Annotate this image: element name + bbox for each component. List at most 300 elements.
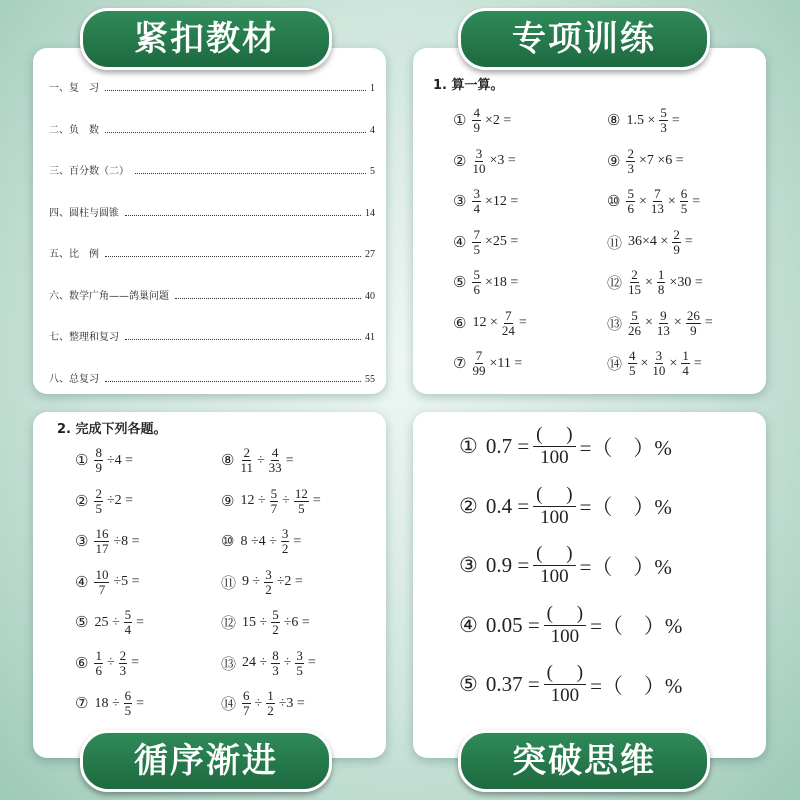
fraction [269,446,282,475]
toc-page-number: 41 [365,332,375,343]
problem-number: ③ [453,194,467,210]
division-problem [75,527,142,556]
expression-text: ÷6 = [283,614,310,630]
denominator: 6 [473,282,480,297]
expression-text: ÷5 = [113,574,140,589]
section-title: 2. 完成下列各题。 [57,422,167,437]
numerator: 1 [267,688,274,703]
problem-number: ⑩ [607,194,621,210]
division-problem [221,689,307,718]
numerator: 5 [627,186,634,201]
numerator: 7 [475,348,483,363]
problem-number: ④ [453,234,467,251]
numerator: 1 [682,348,689,363]
multiplication-problem [453,349,524,378]
percent-conversion-problem [459,662,684,707]
toc-page-number: 4 [370,124,375,136]
multiplication-problem [607,309,715,338]
denominator: 5 [680,201,688,216]
denominator: 9 [673,241,680,257]
expression-text: = [131,655,140,670]
division-problem [221,608,312,637]
expression-text: 9 ÷ [242,574,261,589]
expression-text: = [293,533,302,549]
expression-text: =（ ）% [579,495,672,519]
toc-leader-dots [125,215,361,216]
toc-title: 二、负 数 [49,124,99,136]
numerator: 12 [294,485,308,501]
numerator: 5 [124,607,132,622]
expression-text: × [669,355,678,371]
expression-text: = [136,614,145,630]
problem-number: ⑥ [75,655,89,672]
expression-text: =（ ）% [590,673,683,698]
fraction [242,689,251,718]
toc-leader-dots [175,298,361,299]
percent-conversion-problem [459,484,674,529]
fraction [270,487,279,516]
problem-number: ⑫ [607,276,623,292]
denominator: 9 [95,460,102,475]
expression-text: × [645,315,653,330]
badge-textbook: 紧扣教材 [80,8,332,70]
denominator: 13 [650,201,664,216]
expression-text: ×11 = [489,355,523,371]
multiplication-problem [607,147,686,176]
fraction [533,543,575,588]
fraction [672,228,681,257]
denominator: 99 [472,363,486,378]
expression-text: = [285,452,294,468]
toc-page-number: 5 [370,166,375,177]
denominator: 4 [682,363,689,378]
expression-text: ×2 = [484,112,512,128]
numerator: 6 [124,688,132,703]
problem-number: ② [75,493,89,510]
expression-text: × [667,193,676,209]
division-problem [75,446,135,475]
numerator: 7 [473,226,480,242]
numerator: 2 [673,226,680,242]
expression-text: 25 ÷ [94,614,120,630]
fraction [628,268,641,297]
expression-text: 12 ÷ [240,493,266,508]
fraction [266,689,275,718]
fraction [94,527,109,556]
numerator: 5 [473,267,480,282]
numerator: ( ) [544,603,586,626]
denominator: 17 [95,541,109,556]
denominator: 33 [268,460,282,475]
toc-row [49,120,375,136]
numerator: 3 [655,348,663,363]
fraction [680,187,689,216]
expression-text: 0.9 = [485,553,530,577]
multiplication-problem [453,187,520,216]
problem-number: ④ [459,612,478,637]
toc-page-number: 55 [365,373,375,385]
problem-number: ⑥ [453,315,467,332]
expression-text: ×18 = [484,274,519,290]
numerator: 8 [95,445,102,460]
multiplication-problem [607,268,705,297]
denominator: 8 [657,282,665,297]
problem-number: ⑧ [607,113,621,129]
problem-number: ① [459,434,478,458]
toc-page-number: 27 [365,249,375,260]
toc-row [49,203,375,219]
problem-number: ② [453,153,467,170]
toc-row [49,369,375,385]
denominator: 6 [627,201,634,216]
fraction [294,487,309,516]
division-problem [75,568,142,597]
expression-text: ×7 ×6 = [638,153,684,168]
multiplication-problem [607,187,702,216]
numerator: 4 [629,348,636,363]
expression-text: ÷ [282,493,290,508]
numerator: 5 [631,307,638,323]
division-problem [221,446,296,475]
numerator: 3 [265,566,272,582]
fraction [652,349,665,378]
division-problem [75,689,146,718]
expression-text: ÷ [254,695,263,711]
toc-leader-dots [135,173,366,174]
toc-title: 四、圆柱与圆锥 [49,207,119,219]
problem-number: ⑤ [453,275,467,291]
fraction [94,446,103,475]
expression-text: 0.4 = [485,493,530,518]
problem-number: ⑦ [453,356,467,372]
expression-text: = [518,315,527,330]
problem-number: ⑦ [75,696,89,712]
numerator: 1 [657,267,665,282]
section-title: 1. 算一算。 [433,78,504,93]
multiplication-problem [607,106,682,135]
division-problem [75,649,141,678]
percent-conversion-problem [459,543,674,588]
fraction [657,268,666,297]
denominator: 15 [628,282,642,297]
numerator: 5 [660,105,667,120]
numerator: 3 [296,647,303,663]
fraction [240,446,253,475]
multiplication-problem [453,268,520,297]
denominator: 10 [652,363,666,378]
multiplication-problem [607,349,704,378]
denominator: 13 [656,322,670,338]
fraction [281,527,290,556]
numerator: ( ) [533,424,575,447]
problem-number: ③ [75,534,89,550]
badge-training: 专项训练 [458,8,710,70]
percent-conversion-problem [459,603,684,648]
problem-number: ⑫ [221,616,237,632]
denominator: 9 [473,120,480,135]
fraction [544,662,586,707]
expression-text: ÷3 = [278,695,305,711]
denominator: 100 [550,625,580,647]
denominator: 5 [473,241,480,257]
problem-number: ① [453,113,467,129]
denominator: 3 [627,160,634,176]
expression-text: = [312,493,321,508]
division-problem [75,608,146,637]
numerator: 3 [473,186,480,201]
toc-row [49,161,375,177]
denominator: 100 [540,566,569,587]
fraction [686,309,701,338]
toc-title: 一、复 习 [49,83,99,94]
fraction [271,608,280,637]
denominator: 26 [628,322,642,338]
problem-number: ⑪ [607,235,623,252]
division-problem [221,568,305,597]
expression-text: × [638,193,647,209]
problem-number: ⑧ [221,453,235,469]
expression-text: 0.7 = [485,434,530,458]
expression-text: = [136,695,145,711]
numerator: 7 [654,186,661,201]
problem-number: ⑪ [221,575,237,592]
problem-number: ⑨ [607,153,621,170]
problem-number: ⑤ [459,672,478,696]
denominator: 100 [540,447,569,468]
numerator: 4 [473,105,480,120]
toc-leader-dots [125,339,361,340]
denominator: 11 [240,460,253,475]
expression-text: 15 ÷ [242,614,268,630]
multiplication-problem [607,228,695,257]
expression-text: ÷8 = [113,533,140,549]
numerator: 2 [631,267,638,282]
toc-title: 六、数学广角——鸽巢问题 [49,290,169,302]
denominator: 3 [272,662,279,678]
fraction [657,309,670,338]
denominator: 4 [473,201,480,216]
numerator: 2 [119,647,127,663]
expression-text: 0.05 = [485,612,540,637]
expression-text: 36×4 × [628,234,669,249]
fraction [502,309,515,338]
fraction [681,349,690,378]
numerator: 4 [271,445,279,460]
expression-text: =（ ）% [579,435,672,460]
problem-number: ⑤ [75,615,89,631]
fraction [124,689,133,718]
denominator: 5 [298,500,305,516]
division-problem [221,487,323,516]
problem-number: ⑨ [221,493,235,510]
expression-text: ÷ [256,452,265,468]
fraction [94,568,109,597]
fraction [295,649,304,678]
fraction [124,608,133,637]
badge-breakthrough: 突破思维 [458,730,710,792]
numerator: 8 [272,647,279,663]
numerator: 2 [627,145,634,161]
fraction [472,147,485,176]
expression-text: 8 ÷4 ÷ [240,533,277,549]
multiplication-problem [453,309,529,338]
fraction [472,106,481,135]
toc-leader-dots [105,256,361,257]
expression-text: 18 ÷ [94,695,120,711]
denominator: 5 [95,500,102,516]
expression-text: = [692,193,701,209]
problem-number: ⑩ [221,534,235,550]
fraction [626,147,635,176]
percent-exercise-card [413,412,766,758]
fraction [472,228,481,257]
toc-title: 八、总复习 [49,373,99,385]
fraction [264,568,273,597]
toc-row [49,244,375,260]
problem-number: ⑭ [221,697,237,713]
expression-text: = [307,655,316,670]
expression-text: × [645,274,653,290]
denominator: 2 [272,622,279,637]
numerator: 2 [243,445,250,460]
badge-progressive: 循序渐进 [80,730,332,792]
multiplication-problem [453,228,520,257]
numerator: ( ) [533,484,575,507]
percent-conversion-problem [459,424,674,469]
expression-text: ×30 = [669,274,703,290]
problem-number: ② [459,493,478,518]
denominator: 100 [550,685,580,706]
numerator: 6 [243,688,250,703]
denominator: 10 [472,160,486,176]
denominator: 24 [501,322,515,338]
multiplication-problem [453,147,518,176]
division-problem [221,649,318,678]
expression-text: × [673,315,682,330]
expression-text: 0.37 = [485,672,540,696]
problem-number: ⑬ [607,316,623,333]
fraction [94,649,103,678]
expression-text: 12 × [472,315,498,330]
fraction [651,187,664,216]
table-of-contents-card [33,48,386,394]
toc-title: 七、整理和复习 [49,332,119,343]
denominator: 2 [281,541,289,556]
toc-row [49,78,375,94]
expression-text: =（ ）% [579,554,672,579]
problem-number: ④ [75,574,89,591]
expression-text: = [684,234,693,249]
numerator: 10 [95,566,109,582]
fraction [94,487,103,516]
numerator: 5 [270,485,278,501]
expression-text: ×25 = [484,234,519,249]
denominator: 5 [629,363,636,378]
denominator: 2 [267,703,274,718]
toc-leader-dots [105,381,361,382]
fraction [544,603,586,648]
fraction [628,349,637,378]
denominator: 5 [296,662,303,678]
division-exercise-card [33,412,386,758]
numerator: 9 [660,307,667,323]
expression-text: ÷2 = [276,574,303,589]
expression-text: = [704,315,713,330]
denominator: 7 [98,581,106,597]
expression-text: 1.5 × [626,112,656,128]
denominator: 3 [660,120,667,135]
toc-page-number: 14 [365,207,375,219]
numerator: 6 [680,186,688,201]
expression-text: ×12 = [484,193,519,209]
numerator: ( ) [544,662,586,685]
division-problem [75,487,135,516]
fraction [533,484,575,529]
expression-text: ×3 = [489,153,516,168]
numerator: 7 [505,307,512,323]
expression-text: × [640,355,649,371]
fraction [472,187,481,216]
fraction [472,268,481,297]
denominator: 7 [243,703,250,718]
expression-text: ÷ [283,655,292,670]
denominator: 3 [119,662,127,678]
toc-title: 三、百分数（二） [49,166,129,177]
toc-leader-dots [105,132,366,133]
expression-text: 24 ÷ [242,655,268,670]
toc-page-number: 1 [370,83,375,94]
denominator: 9 [690,322,697,338]
denominator: 5 [124,703,132,718]
numerator: 5 [272,607,279,622]
toc-page-number: 40 [365,290,375,302]
problem-number: ⑬ [221,656,237,673]
toc-row [49,286,375,302]
fraction [628,309,641,338]
denominator: 6 [95,662,102,678]
fraction [626,187,635,216]
expression-text: = [693,355,702,371]
multiplication-exercise-card [413,48,766,394]
denominator: 7 [270,500,278,516]
denominator: 100 [540,506,569,528]
denominator: 4 [124,622,132,637]
numerator: 2 [95,485,102,501]
expression-text: ÷4 = [106,452,134,468]
multiplication-problem [453,106,513,135]
division-problem [221,527,303,556]
numerator: 3 [475,145,483,161]
fraction [472,349,485,378]
problem-number: ① [75,453,89,469]
numerator: 26 [686,307,700,323]
numerator: 16 [95,526,109,541]
fraction [271,649,280,678]
numerator: ( ) [533,543,575,566]
expression-text: = [671,112,680,128]
denominator: 2 [265,581,272,597]
problem-number: ⑭ [607,357,623,373]
toc-title: 五、比 例 [49,249,99,260]
toc-leader-dots [105,90,366,91]
fraction [533,424,575,469]
fraction [119,649,128,678]
numerator: 3 [281,526,289,541]
toc-row [49,327,375,343]
expression-text: ÷2 = [106,493,134,508]
expression-text: ÷ [106,655,115,670]
numerator: 1 [95,647,102,663]
